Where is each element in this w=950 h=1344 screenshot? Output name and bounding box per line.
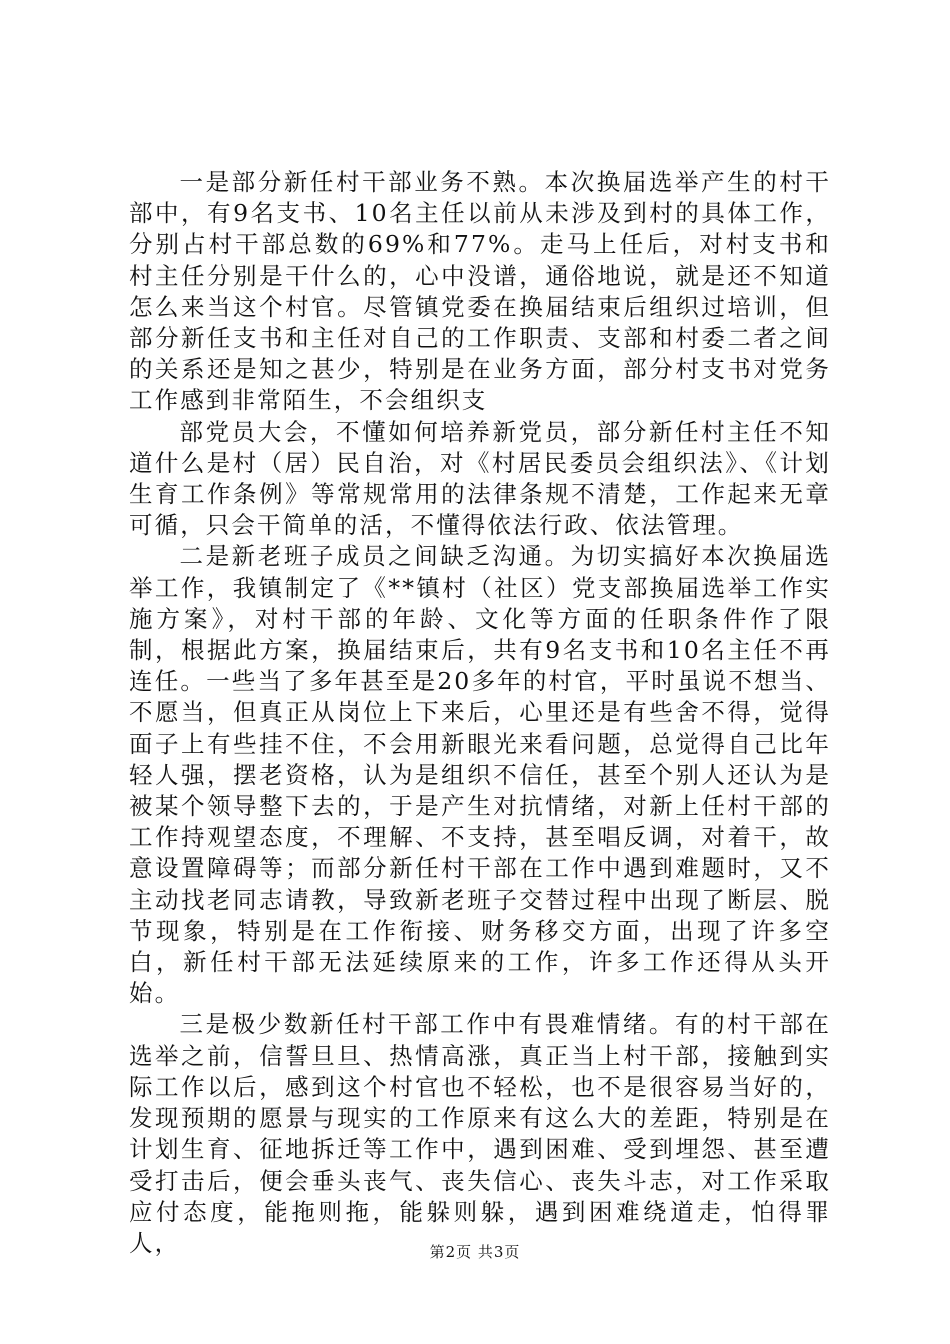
paragraph-3: 二是新老班子成员之间缺乏沟通。为切实搞好本次换届选举工作，我镇制定了《**镇村（社区）党支部换届选举工作实施方案》，对村干部的年龄、文化等方面的任职条件作了限制，根据此方案，换届结束后，共有9名支书和10名主任不再连任。一些当了多年甚至是20多年的村官，平时虽说不想当、不愿当，但真正从岗位上下来后，心里还是有些舍不得，觉得面子上有些挂不住，不会用新眼光来看问题，总觉得自己比年轻人强，摆老资格，认为是组织不信任，甚至个别人还认为是被某个领导整下去的，于是产生对抗情绪，对新上任村干部的工作持观望态度，不理解、不支持，甚至唱反调，对着干，故意设置障碍等；而部分新任村干部在工作中遇到难题时，又不主动找老同志请教，导致新老班子交替过程中出现了断层、脱节现象，特别是在工作衔接、财务移交方面，出现了许多空白，新任村干部无法延续原来的工作，许多工作还得从头开始。 xyxy=(129,542,831,1008)
paragraph-4: 三是极少数新任村干部工作中有畏难情绪。有的村干部在选举之前，信誓旦旦、热情高涨，真正当上村干部，接触到实际工作以后，感到这个村官也不轻松，也不是很容易当好的，发现预期的愿景与现实的工作原来有这么大的差距，特别是在计划生育、征地拆迁等工作中，遇到困难、受到埋怨、甚至遭受打击后，便会垂头丧气、丧失信心、丧失斗志，对工作采取应付态度，能拖则拖，能躲则躲，遇到困难绕道走，怕得罪人， xyxy=(129,1010,831,1257)
paragraph-2: 部党员大会，不懂如何培养新党员，部分新任村主任不知道什么是村（居）民自治，对《村居民委员会组织法》、《计划生育工作条例》等常规常用的法律条规不清楚，工作起来无章可循，只会干简单的活，不懂得依法行政、依法管理。 xyxy=(129,417,831,540)
paragraph-1: 一是部分新任村干部业务不熟。本次换届选举产生的村干部中，有9名支书、10名主任以前从未涉及到村的具体工作，分别占村干部总数的69%和77%。走马上任后，对村支书和村主任分别是干什么的，心中没谱，通俗地说，就是还不知道怎么来当这个村官。尽管镇党委在换届结束后组织过培训，但部分新任支书和主任对自己的工作职责、支部和村委二者之间的关系还是知之甚少，特别是在业务方面，部分村支书对党务工作感到非常陌生，不会组织支 xyxy=(129,168,831,415)
document-body xyxy=(129,167,831,1259)
page-footer: 第2页 共3页 xyxy=(429,1243,521,1261)
